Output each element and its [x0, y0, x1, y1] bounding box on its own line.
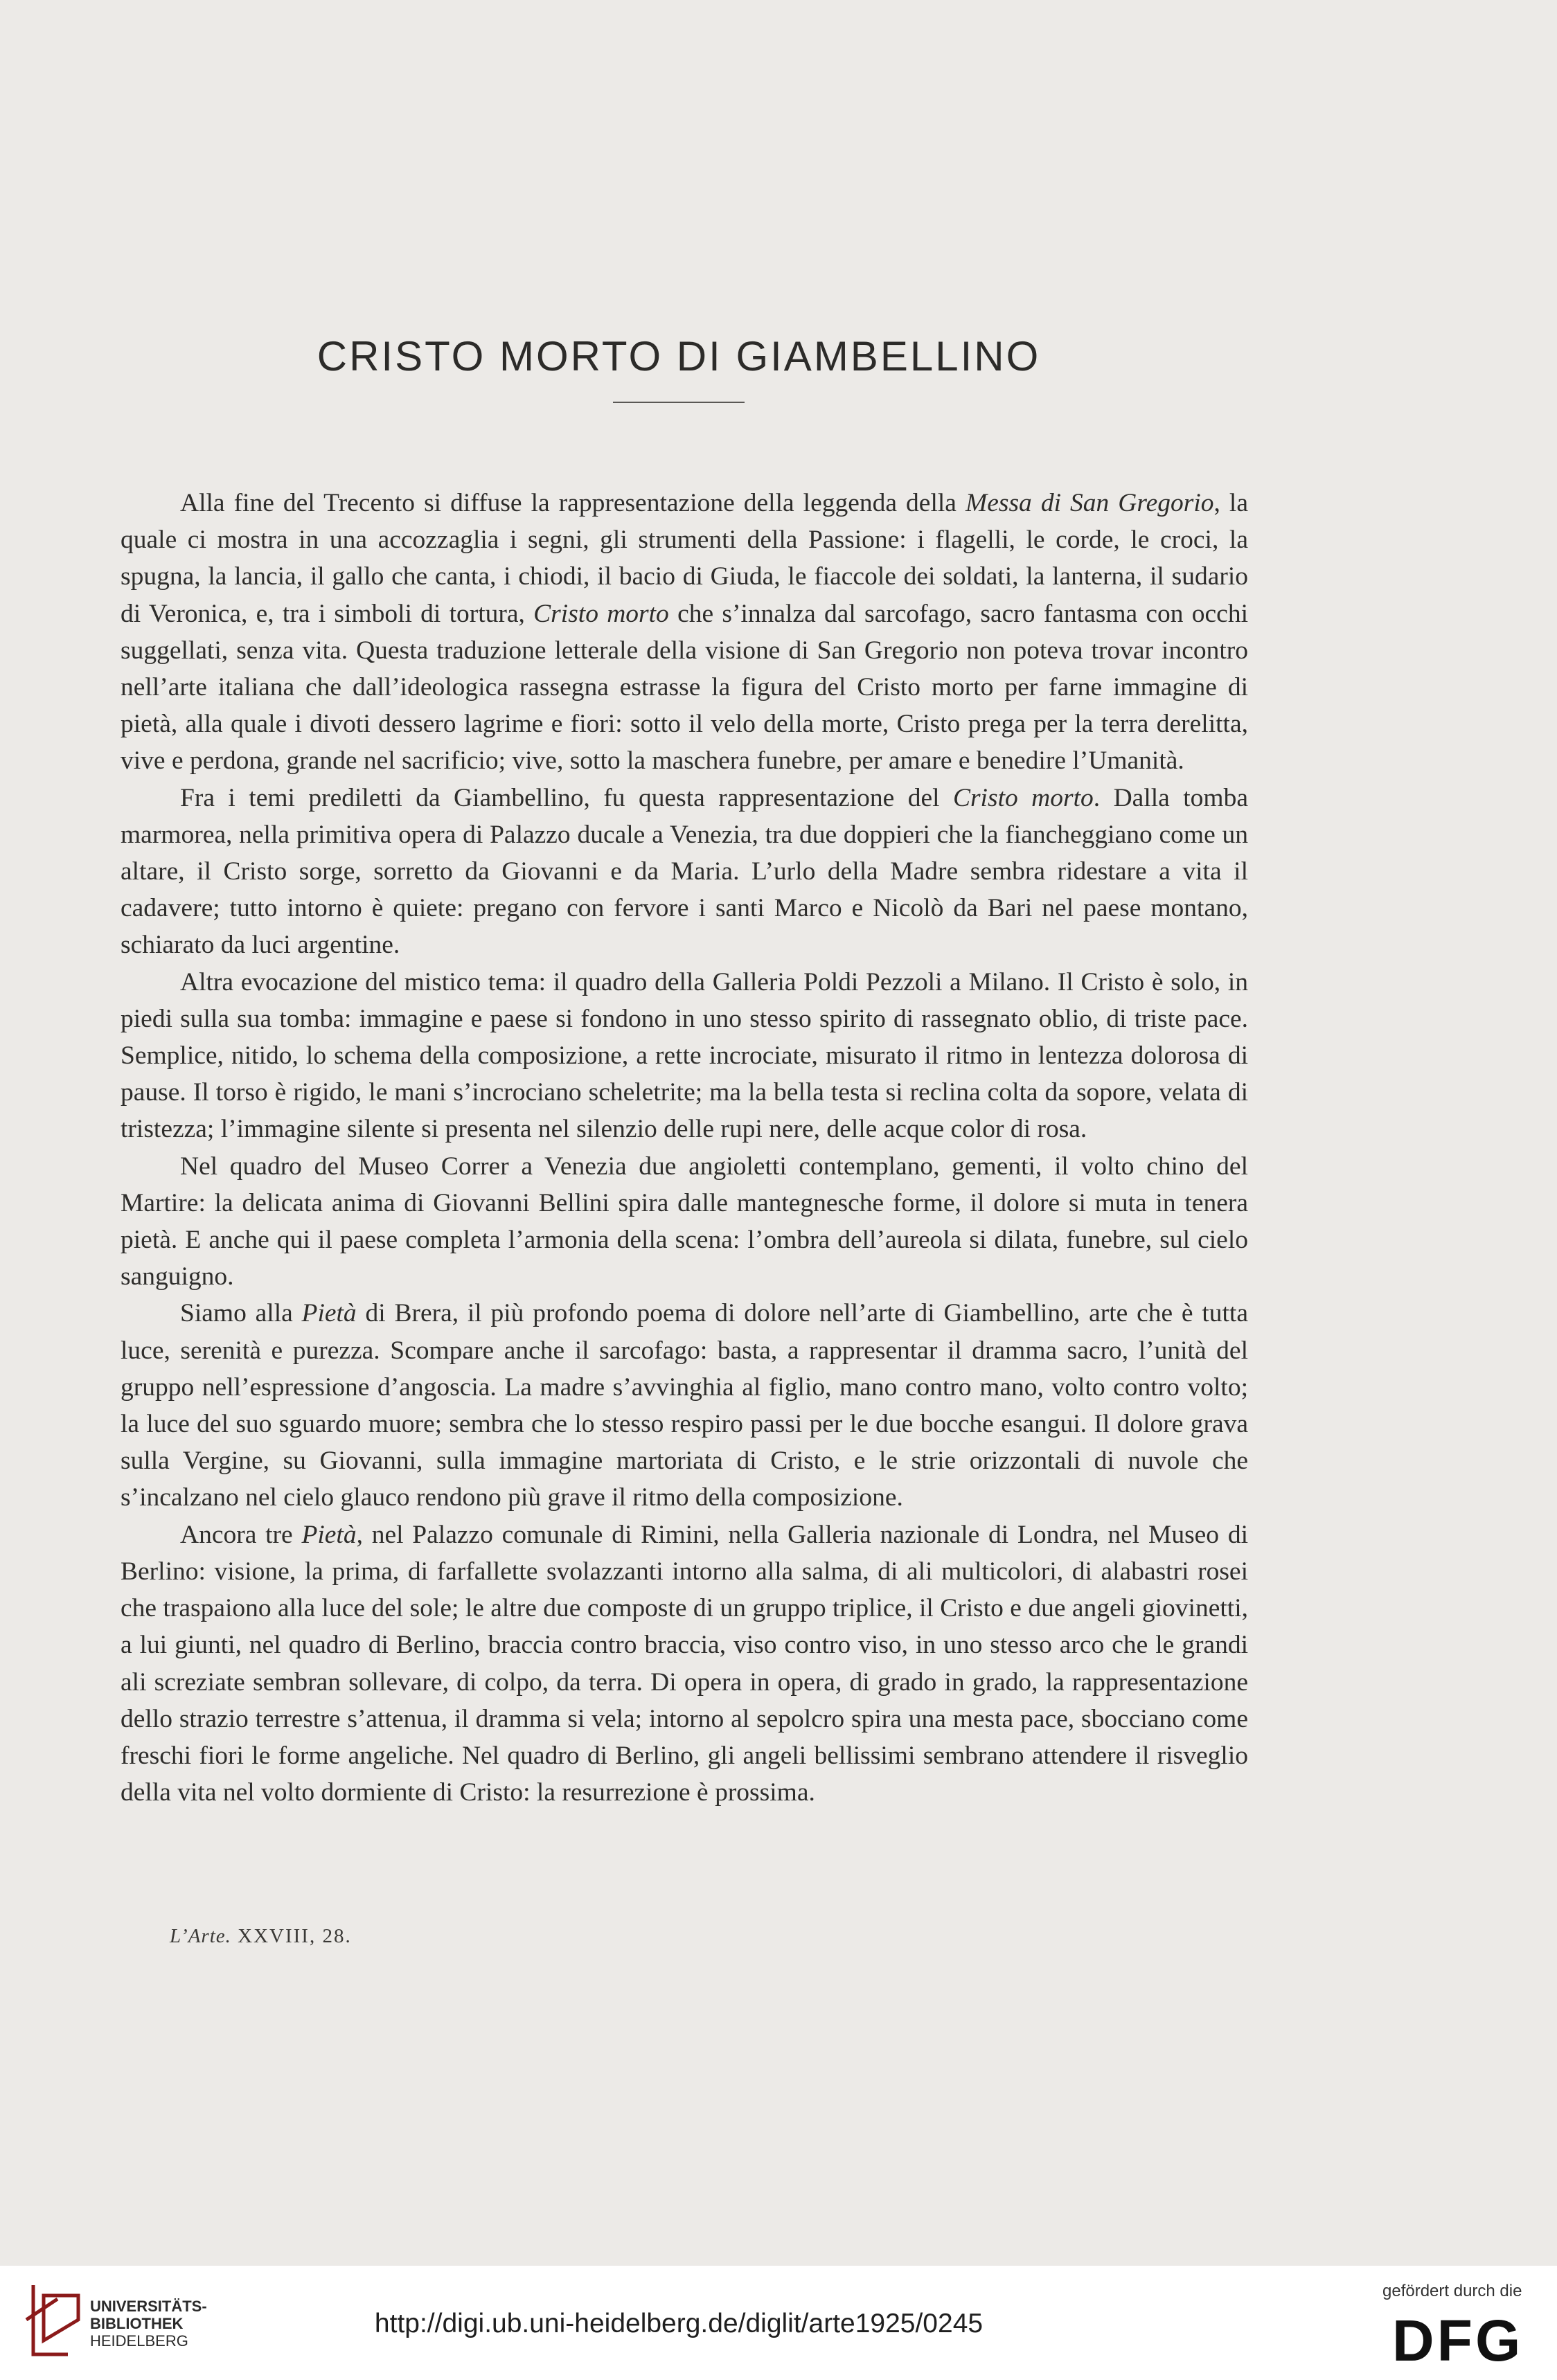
page-footnote — [170, 1925, 352, 1948]
text-run: di Brera, il più profondo poema di dolore nell’arte di Giambellino, arte che è tutta luce, serenità e purezza. Scompare anche il sarcofago: basta, a rappresentar il dramma sacro, l’unità del gruppo nell’espressione d’angoscia. La madre s’avvinghia al figlio, mano contro mano, volto contro volto; la luce del suo sguardo muore; sembra che lo stesso respiro passi per le due bocche esangui. Il dolore grava sulla Vergine, su Giovanni, sulla immagine martoriata di Cristo, e le strie orizzontali di nuvole che s’incalzano nel cielo glauco rendono più grave il ritmo della composizione. — [121, 1299, 1248, 1512]
text-run: Alla fine del Trecento si diffuse la rappresentazione della leggenda della — [180, 489, 966, 517]
italic-title-run: Pietà — [301, 1299, 357, 1328]
italic-title-run: Pietà — [301, 1520, 357, 1549]
body-paragraph — [121, 1148, 1248, 1296]
source-url-link[interactable]: http://digi.ub.uni-heidelberg.de/diglit/arte1925/0245 — [374, 2309, 984, 2338]
text-run: Ancora tre — [180, 1520, 302, 1549]
body-paragraph — [121, 485, 1248, 780]
italic-title-run: Cristo morto — [533, 599, 669, 628]
text-run: Fra i temi prediletti da Giambellino, fu questa rappresentazione del — [180, 783, 953, 812]
library-line-3: HEIDELBERG — [90, 2332, 188, 2350]
body-paragraph — [121, 780, 1248, 964]
library-line-2: BIBLIOTHEK — [90, 2315, 184, 2332]
body-paragraph — [121, 1295, 1248, 1516]
body-paragraph — [121, 1516, 1248, 1811]
funded-by-label: gefördert durch die — [1382, 2282, 1522, 2300]
footnote-journal: L’Arte. — [170, 1925, 231, 1947]
footnote-ref: XXVIII, 28. — [238, 1925, 352, 1947]
text-run: Siamo alla — [180, 1299, 302, 1328]
text-run: Nel quadro del Museo Correr a Venezia due angioletti contemplano, gementi, il volto chino del Martire: la delicata anima di Giovanni Bellini spira dalle mantegnesche forme, il dolore si muta in tenera pietà. E anche qui il paese completa l’armonia della scena: l’ombra dell’aureola si dilata, funebre, sul cielo sanguigno. — [121, 1152, 1248, 1291]
text-run: Altra evocazione del mistico tema: il quadro della Galleria Poldi Pezzoli a Milano. Il Cristo è solo, in piedi sulla sua tomba: immagine e paese si fondono in uno stesso spirito di rassegnato oblio, di triste pace. Semplice, nitido, lo schema della composizione, a rette incrociate, misurato il ritmo in lentezza dolorosa di pause. Il torso è rigido, le mani s’incrociano scheletrite; ma la bella testa si reclina colta da sopore, velata di tristezza; l’immagine silente si presenta nel silenzio delle rupi nere, delle acque color di rosa. — [121, 967, 1248, 1144]
title-divider — [613, 402, 745, 403]
text-run: che s’innalza dal sarcofago, sacro fantasma con occhi suggellati, senza vita. Questa traduzione letterale della visione di San Gregorio non poteva trovar incontro nell’arte italiana che dall’ideologica rassegna estrasse la figura del Cristo morto per farne immagine di pietà, alla quale i divoti dessero lagrime e fiori: sotto il velo della morte, Cristo prega per la terra derelitta, vive e perdona, grande nel sacrificio; vive, sotto la maschera funebre, per amare e benedire l’Umanità. — [121, 599, 1248, 776]
article-body — [121, 485, 1248, 1811]
dfg-logo: DFG — [1392, 2308, 1524, 2373]
italic-title-run: Cristo morto — [952, 783, 1094, 812]
text-run: , la quale ci mostra in una accozzaglia i segni, gli strumenti della Passione: i flagelli, le corde, le croci, la spugna, la lancia, il gallo che canta, i chiodi, il bacio di Giuda, le fiaccole dei soldati, la lanterna, il sudario di Veronica, e, tra i simboli di tortura, — [121, 489, 1248, 628]
library-line-1: UNIVERSITÄTS- — [90, 2298, 207, 2315]
article-title: CRISTO MORTO DI GIAMBELLINO — [317, 333, 1041, 380]
body-paragraph — [121, 964, 1248, 1148]
italic-title-run: Messa di San Gregorio — [965, 489, 1214, 517]
text-run: . Dalla tomba marmorea, nella primitiva opera di Palazzo ducale a Venezia, tra due doppieri che la fiancheggiano come un altare, il Cristo sorge, sorretto da Giovanni e da Maria. L’urlo della Madre sembra ridestare a vita il cadavere; tutto intorno è quiete: pregano con fervore i santi Marco e Nicolò da Bari nel paese montano, schiarato da luci argentine. — [121, 783, 1248, 960]
text-run: , nel Palazzo comunale di Rimini, nella Galleria nazionale di Londra, nel Museo di Berlino: visione, la prima, di farfallette svolazzanti intorno alla salma, di ali multicolori, di alabastri rosei che traspaiono alla luce del sole; le altre due composte di un gruppo triplice, il Cristo e due angeli giovinetti, a lui giunti, nel quadro di Berlino, braccia contro braccia, viso contro viso, in uno stesso arco che le grandi ali screziate sembran sollevare, di colpo, da terra. Di opera in opera, di grado in grado, la rappresentazione dello strazio terrestre s’attenua, il dramma si vela; intorno al sepolcro spira una mesta pace, sbocciano come freschi fiori le forme angeliche. Nel quadro di Berlino, gli angeli bellissimi sembrano attendere il risveglio della vita nel volto dormiente di Cristo: la resurrezione è prossima. — [121, 1520, 1248, 1807]
